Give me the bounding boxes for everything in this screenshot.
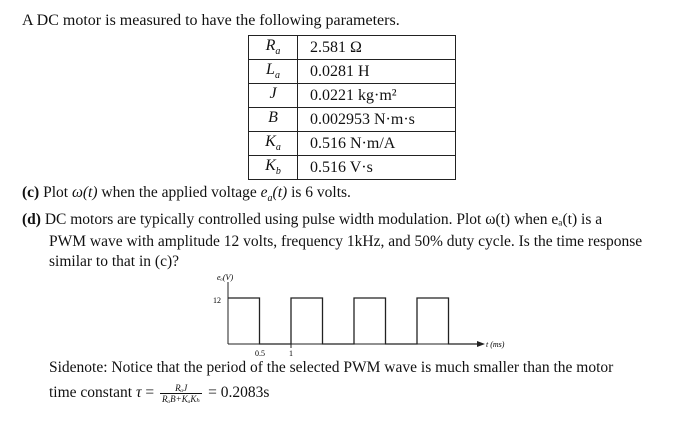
parameter-symbol: J <box>249 84 298 108</box>
parameter-value: 2.581 Ω <box>298 36 456 60</box>
parameter-row <box>249 60 456 84</box>
question-c-voltage: $e_a(t)$ <box>260 184 288 205</box>
x-tick-label-2: 1 <box>289 349 293 358</box>
y-tick-label: 12 <box>213 296 221 305</box>
question-c-text-3: is 6 volts. <box>287 184 351 201</box>
parameter-symbol: $K_b$ <box>249 156 298 180</box>
parameter-value: 0.0281 H <box>298 60 456 84</box>
question-c-func: ω(t) <box>71 184 98 201</box>
question-c-text-1: Plot <box>43 184 72 201</box>
time-constant-fraction: $\frac{\text{RₐJ}}{\text{RₐB+KₐKₕ}}$ <box>162 383 201 404</box>
pwm-waveform-plot <box>195 268 525 360</box>
parameter-symbol: $L_a$ <box>249 60 298 84</box>
parameter-row <box>249 84 456 108</box>
intro-text: A DC motor is measured to have the following parameters. <box>22 12 400 29</box>
parameter-symbol: B <box>249 108 298 132</box>
parameter-row <box>249 36 456 60</box>
question-d-line-3: similar to that in (c)? <box>49 253 179 270</box>
parameter-row <box>249 156 456 180</box>
x-axis-label: t (ms) <box>486 340 505 349</box>
question-d-line-2: PWM wave with amplitude 12 volts, frequency 1kHz, and 50% duty cycle. Is the time response <box>49 233 643 250</box>
pwm-wave-line <box>228 298 480 344</box>
question-d-label: (d) <box>22 211 41 228</box>
question-c-text-2: when the applied voltage <box>97 184 261 201</box>
time-constant-result: = 0.2083s <box>204 384 270 402</box>
x-tick-label-1: 0.5 <box>255 349 265 358</box>
sidenote-line-1: Sidenote: Notice that the period of the selected PWM wave is much smaller than the motor <box>49 359 614 376</box>
parameter-symbol: $K_a$ <box>249 132 298 156</box>
parameter-value: 0.0221 kg·m² <box>298 84 456 108</box>
sidenote-line-2: time constant τ = $\frac{\text{RₐJ}}{\text{RₐB+KₐKₕ}}$ = 0.2083s <box>49 383 270 404</box>
parameter-row <box>249 108 456 132</box>
parameter-value: 0.516 N·m/A <box>298 132 456 156</box>
parameter-value: 0.516 V·s <box>298 156 456 180</box>
parameter-row <box>249 132 456 156</box>
question-d-line-1: (d) DC motors are typically controlled using pulse width modulation. Plot ω(t) when eₐ(t) is a <box>22 211 603 228</box>
y-axis-label: eₐ(V) <box>217 273 234 282</box>
question-c <box>22 183 351 208</box>
parameter-table <box>248 35 456 180</box>
parameter-symbol: $R_a$ <box>249 36 298 60</box>
tau-symbol: τ <box>135 384 142 402</box>
question-c-label: (c) <box>22 184 40 201</box>
parameter-value: 0.002953 N·m·s <box>298 108 456 132</box>
